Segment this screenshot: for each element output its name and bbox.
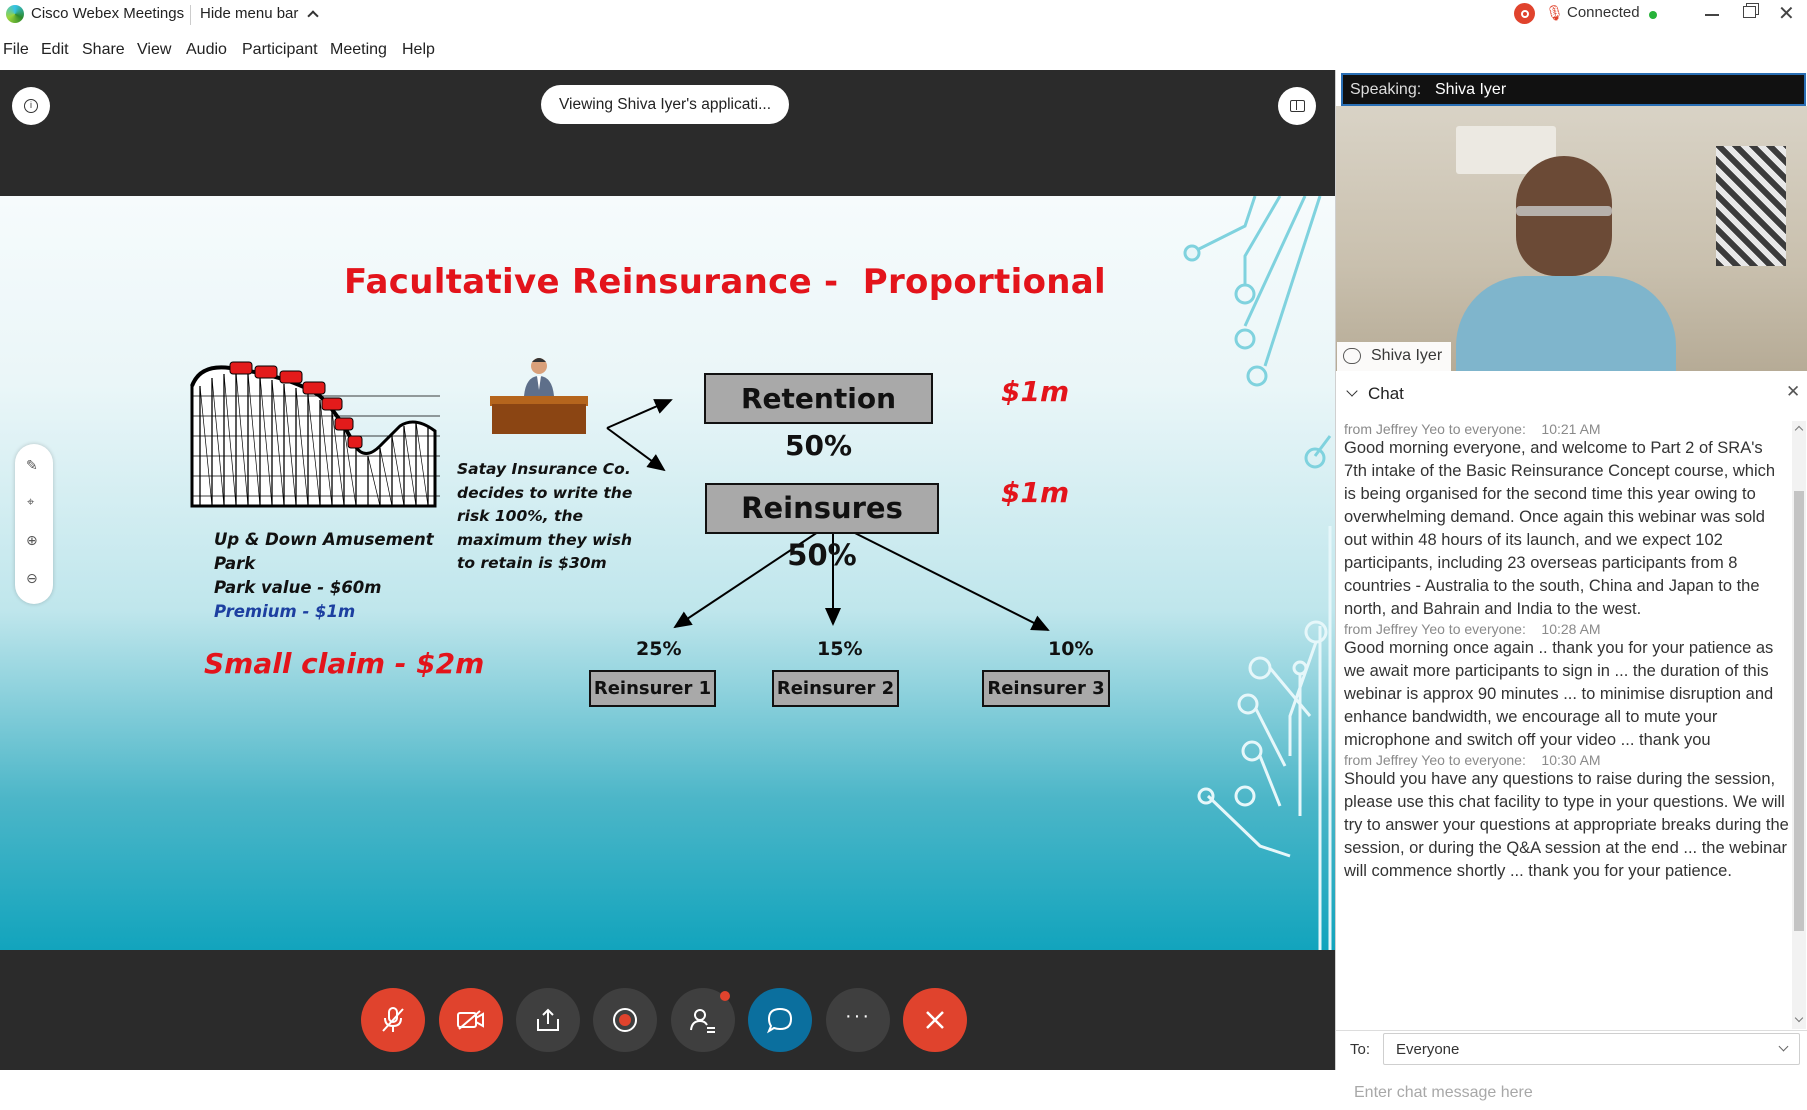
insurer-caption-line-3: risk 100%, the — [457, 507, 584, 525]
chat-message-meta: from Jeffrey Yeo to everyone: — [1344, 421, 1526, 437]
menu-edit[interactable]: Edit — [41, 41, 69, 58]
recipient-select[interactable] — [1383, 1033, 1800, 1065]
close-icon[interactable]: ✕ — [1778, 3, 1795, 25]
menu-audio[interactable]: Audio — [186, 41, 227, 58]
connection-status: Connected — [1567, 4, 1640, 21]
app-title: Cisco Webex Meetings — [31, 5, 185, 22]
chat-message-text: Good morning everyone, and welcome to Part 2 of SRA's 7th intake of the Basic Reinsurance Concept course, which is being organised for the second time this year owing to overwhelming demand. Once again this webinar was sold out within 48 hours of its launch, and we expect 102 participants, including 23 overseas participants from 8 countries - Australia to the south, China and Japan to the north, and Bahrain and India to the west. — [1344, 439, 1776, 618]
speaking-label: Speaking: — [1350, 81, 1422, 98]
chat-message-text: Good morning once again .. thank you for your patience as we await more participants to sign in ... the duration of this webinar is approx 90 minutes ... to minimise disruption and enhance bandwidth, we encourage all to mute your microphone and switch off your video ... thank you — [1344, 639, 1774, 749]
menu-bar — [0, 30, 1807, 70]
shared-content-stage — [0, 70, 1335, 1070]
speaker-name: Shiva Iyer — [1435, 81, 1507, 98]
insurer-caption-line-5: to retain is $30m — [457, 554, 607, 572]
chat-message — [1344, 621, 1789, 752]
layout-icon[interactable] — [1278, 87, 1316, 125]
participants-icon — [689, 1006, 717, 1034]
reinsurer-2-box — [772, 670, 899, 707]
notification-dot — [720, 991, 730, 1001]
participants-button[interactable] — [671, 988, 735, 1052]
end-meeting-button[interactable] — [903, 988, 967, 1052]
chat-input-placeholder: Enter chat message here — [1354, 1084, 1533, 1101]
chat-message-time: 10:21 AM — [1541, 421, 1601, 437]
chat-messages — [1344, 421, 1789, 1029]
flow-arrows — [0, 196, 1170, 950]
chat-icon — [766, 1006, 794, 1034]
reinsurer-3-box — [982, 670, 1110, 707]
recipient-value: Everyone — [1396, 1041, 1460, 1058]
minimize-icon[interactable] — [1705, 14, 1719, 16]
annotate-icon[interactable]: ✎ — [26, 457, 38, 473]
reinsures-label: Reinsures 50% — [741, 491, 903, 572]
chat-input[interactable] — [1344, 1070, 1800, 1110]
menu-share[interactable]: Share — [82, 41, 125, 58]
insurer-caption-line-1: Satay Insurance Co. — [457, 460, 631, 478]
hide-menu-bar-button[interactable] — [200, 5, 317, 22]
name-tag-label: Shiva Iyer — [1371, 347, 1443, 364]
speaker-video — [1336, 106, 1807, 371]
reinsures-value: $1m — [1001, 476, 1070, 509]
hide-menu-bar-label: Hide menu bar — [200, 5, 299, 22]
webex-logo-icon — [6, 5, 24, 23]
park-caption-line-2: Park — [214, 554, 256, 573]
retention-box — [704, 373, 933, 462]
slide-title: Facultative Reinsurance - Proportional — [344, 262, 1106, 302]
zoom-out-icon[interactable]: ⊖ — [26, 570, 38, 586]
reinsurer-3-pct: 10% — [1048, 638, 1094, 660]
reinsurer-2-pct: 15% — [817, 638, 863, 660]
scroll-down-arrow[interactable] — [1795, 1014, 1803, 1022]
circuit-decoration — [1170, 196, 1335, 950]
park-caption-line-1: Up & Down Amusement — [214, 530, 434, 549]
reinsures-box — [705, 483, 939, 572]
to-label: To: — [1350, 1041, 1371, 1058]
retention-label: Retention 50% — [740, 382, 896, 462]
record-button[interactable] — [593, 988, 657, 1052]
share-button[interactable] — [516, 988, 580, 1052]
menu-participant[interactable]: Participant — [242, 41, 318, 58]
restore-icon[interactable] — [1743, 6, 1756, 18]
chat-message — [1344, 752, 1789, 883]
name-tag — [1337, 342, 1451, 371]
menu-file[interactable]: File — [3, 41, 29, 58]
reinsurer-1-pct: 25% — [636, 638, 682, 660]
viewing-pill — [541, 85, 789, 124]
info-icon[interactable]: i — [12, 87, 50, 125]
mic-muted-icon: 🎙 — [1545, 5, 1565, 22]
more-options-button[interactable] — [826, 988, 890, 1052]
insurer-caption-line-4: maximum they wish — [457, 530, 633, 549]
video-off-icon — [456, 1009, 486, 1031]
menu-view[interactable]: View — [137, 41, 172, 58]
end-call-icon — [923, 1008, 947, 1032]
reinsurer-2-label: Reinsurer 2 — [776, 678, 895, 699]
chat-message — [1344, 421, 1789, 621]
chat-message-meta: from Jeffrey Yeo to everyone: — [1344, 621, 1526, 637]
chat-message-text: Should you have any questions to raise during the session, please use this chat facility to type in your questions. We will try to answer your questions at appropriate breaks during the session, or during the Q&A session at the end ... the webinar will commence shortly ... thank you for your patience. — [1344, 770, 1789, 880]
reinsurer-3-label: Reinsurer 3 — [987, 678, 1105, 699]
retention-value: $1m — [1001, 375, 1070, 408]
park-caption-line-3: Park value - $60m — [214, 578, 382, 597]
chevron-up-icon — [307, 10, 318, 21]
speaking-bar — [1341, 73, 1806, 106]
chat-scrollbar[interactable] — [1792, 421, 1806, 1029]
chat-message-meta: from Jeffrey Yeo to everyone: — [1344, 752, 1526, 768]
record-icon — [613, 1008, 637, 1032]
chat-button[interactable] — [748, 988, 812, 1052]
scroll-up-arrow[interactable] — [1795, 426, 1803, 434]
scrollbar-thumb[interactable] — [1794, 491, 1804, 931]
chat-message-time: 10:30 AM — [1541, 752, 1601, 768]
chat-header[interactable] — [1336, 372, 1807, 414]
premium-text: Premium - $1m — [214, 602, 356, 621]
pointer-icon[interactable]: ⌖ — [27, 494, 35, 509]
chevron-down-icon — [1779, 1042, 1789, 1052]
right-panel — [1335, 70, 1807, 1101]
more-icon: ··· — [845, 1004, 871, 1027]
chevron-down-icon — [1346, 385, 1357, 396]
small-claim-text: Small claim - $2m — [204, 647, 485, 680]
viewing-label: Viewing Shiva Iyer's applicati... — [558, 95, 772, 113]
reinsurer-1-box — [589, 670, 716, 707]
reinsurer-1-label: Reinsurer 1 — [593, 678, 712, 699]
menu-help[interactable]: Help — [402, 41, 435, 58]
share-icon — [535, 1007, 561, 1033]
title-bar — [0, 0, 1807, 30]
mic-muted-icon — [380, 1006, 406, 1034]
connected-dot-icon — [1649, 11, 1657, 19]
insurer-caption-line-2: decides to write the — [457, 483, 633, 502]
video-button[interactable] — [439, 988, 503, 1052]
chat-message-time: 10:28 AM — [1541, 621, 1601, 637]
speaker-icon — [1343, 348, 1361, 364]
record-icon[interactable] — [1514, 3, 1535, 24]
zoom-in-icon[interactable]: ⊕ — [26, 532, 38, 548]
presentation-slide — [0, 196, 1335, 950]
mute-button[interactable] — [361, 988, 425, 1052]
close-chat-icon[interactable]: ✕ — [1786, 382, 1801, 401]
menu-meeting[interactable]: Meeting — [330, 41, 387, 58]
chat-title: Chat — [1368, 384, 1404, 403]
